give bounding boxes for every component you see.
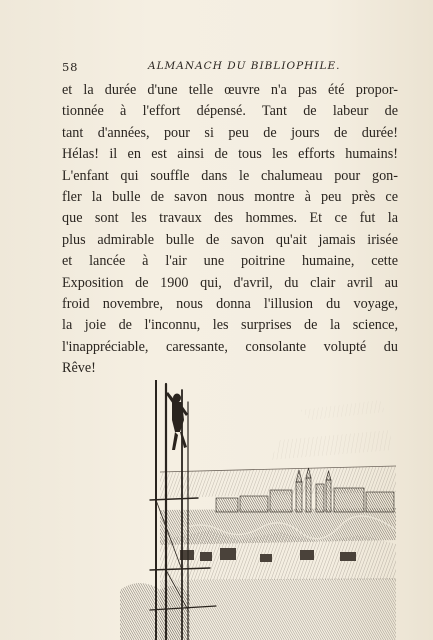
sky-hatching xyxy=(270,430,392,460)
engraving-illustration xyxy=(120,380,396,640)
text-line: et la durée d'une telle œuvre n'a pas été propor- xyxy=(62,82,398,98)
text-line: tant d'années, pour si peu de jours de durée! xyxy=(62,124,398,141)
rooftops xyxy=(160,530,396,580)
text-line: l'inappréciable, caressante, consolante volupté du xyxy=(62,338,398,355)
text-line: plus admirable bulle de savon qu'ait jamais irisée xyxy=(62,231,398,248)
text-line: froid novembre, nous donna l'illusion du voyage, xyxy=(62,296,398,313)
sky-hatching xyxy=(300,400,385,420)
foreground-shadow xyxy=(160,578,396,640)
foliage xyxy=(120,583,190,640)
text-line: L'enfant qui souffle dans le chalumeau pour gon- xyxy=(62,167,398,184)
page-number: 58 xyxy=(62,60,79,74)
worker-figure xyxy=(166,392,188,450)
text-line: fler la bulle de savon nous montre à peu près ce xyxy=(62,189,398,206)
text-line: Rêve! xyxy=(62,360,96,377)
running-title: ALMANACH DU BIBLIOPHILE. xyxy=(148,60,341,72)
text-line: que sont les travaux des hommes. Et ce fut la xyxy=(62,210,398,227)
text-line: la joie de l'inconnu, les surprises de la science, xyxy=(62,317,398,334)
text-line: tionnée à l'effort dépensé. Tant de labeur de xyxy=(62,103,398,120)
body-paragraph xyxy=(62,80,398,380)
text-line: Exposition de 1900 qui, d'avril, du clair avril au xyxy=(62,274,398,291)
text-line: et lancée à l'air une poitrine humaine, cette xyxy=(62,253,398,270)
text-line: Hélas! il en est ainsi de tous les efforts humains! xyxy=(62,146,398,163)
running-head xyxy=(62,60,382,76)
